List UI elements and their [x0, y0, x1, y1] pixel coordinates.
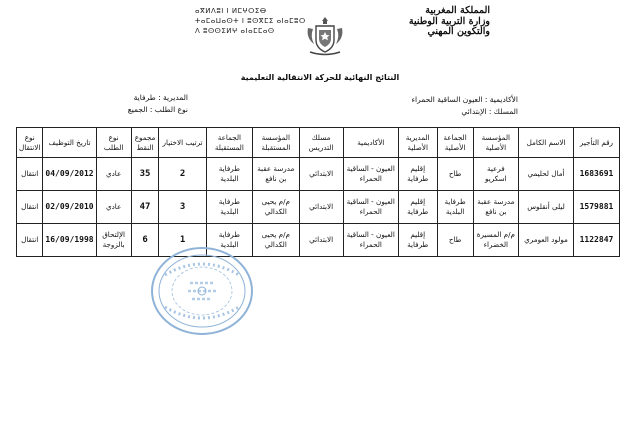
cell-receiving-commune: طرفاية البلدية — [206, 191, 252, 224]
table-row — [17, 158, 620, 191]
royal-emblem-icon — [304, 14, 346, 58]
header-origin-school: المؤسسة الأصلية — [473, 128, 518, 158]
header-receiving-school: المؤسسة المستقبلة — [253, 128, 299, 158]
table-row — [17, 191, 620, 224]
cell-origin-directorate: إقليم طرفاية — [398, 224, 437, 257]
cell-total-points: 6 — [131, 224, 159, 257]
cell-academy: العيون - الساقية الحمراء — [343, 158, 398, 191]
cell-origin-school: فرعية اسكريو — [473, 158, 518, 191]
header-hire-date: تاريخ التوظيف — [43, 128, 96, 158]
cell-transfer-type: انتقال — [17, 224, 43, 257]
header-choice-rank: ترتيب الاختيار — [159, 128, 206, 158]
cell-full-name: مولود العومري — [519, 224, 574, 257]
cell-origin-school: م/م المسيرة الخضراء — [473, 224, 518, 257]
cell-academy: العيون - الساقية الحمراء — [343, 224, 398, 257]
cell-transfer-type: انتقال — [17, 158, 43, 191]
table-header-row — [17, 128, 620, 158]
ministry-line-3: والتكوين المهني — [427, 26, 490, 37]
directorate-label: المديرية : طرفاية — [133, 93, 188, 102]
document-title: النتائج النهائية للحركة الانتقالية التعليمية — [240, 73, 400, 82]
request-type-label: نوع الطلب : الجميع — [127, 105, 188, 114]
tifinagh-line-3: ⴷ ⵓⵙⵙⵉⵍⵖ ⴰⵏⴰⵎⵎⴰⵙ — [195, 27, 275, 35]
header-transfer-type: نوع الانتقال — [17, 128, 43, 158]
cell-origin-directorate: إقليم طرفاية — [398, 158, 437, 191]
cell-transfer-type: انتقال — [17, 191, 43, 224]
header-full-name: الاسم الكامل — [519, 128, 574, 158]
table-row — [17, 224, 620, 257]
official-stamp-icon — [150, 245, 255, 337]
cell-teaching-track: الابتدائي — [299, 224, 343, 257]
cell-salary-number: 1122847 — [573, 224, 619, 257]
cell-receiving-school: م/م يحيى الكدالي — [253, 224, 299, 257]
cell-choice-rank: 1 — [159, 224, 206, 257]
cell-request-type: الإلتحاق بالزوجة — [96, 224, 131, 257]
ministry-header-tifinagh — [195, 6, 315, 36]
header-total-points: مجموع النقط — [131, 128, 159, 158]
cell-teaching-track: الابتدائي — [299, 191, 343, 224]
academy-label: الأكاديمية : العيون الساقية الحمراء — [411, 95, 518, 104]
cell-origin-school: مدرسة عقبة بن نافع — [473, 191, 518, 224]
cell-receiving-school: م/م يحيى الكدالي — [253, 191, 299, 224]
cell-request-type: عادي — [96, 158, 131, 191]
cell-full-name: أمال لحليمي — [519, 158, 574, 191]
cell-hire-date: 16/09/1998 — [43, 224, 96, 257]
ministry-line-1: المملكة المغربية — [425, 5, 490, 16]
cell-salary-number: 1683691 — [573, 158, 619, 191]
cell-choice-rank: 2 — [159, 158, 206, 191]
cell-total-points: 35 — [131, 158, 159, 191]
cell-receiving-commune: طرفاية البلدية — [206, 158, 252, 191]
track-label: المسلك : الإبتدائي — [461, 107, 518, 116]
cell-request-type: عادي — [96, 191, 131, 224]
tifinagh-line-1: ⴰⴳⵍⴷⵓⵏ ⵏ ⵍⵎⵖⵔⵉⴱ — [195, 7, 267, 15]
cell-origin-commune: طاح — [437, 224, 473, 257]
header-receiving-commune: الجماعة المستقبلة — [206, 128, 252, 158]
cell-hire-date: 04/09/2012 — [43, 158, 96, 191]
cell-hire-date: 02/09/2010 — [43, 191, 96, 224]
header-origin-directorate: المديرية الأصلية — [398, 128, 437, 158]
results-table — [16, 127, 620, 257]
header-academy: الأكاديمية — [343, 128, 398, 158]
cell-origin-commune: طرفاية البلدية — [437, 191, 473, 224]
tifinagh-line-2: ⵜⴰⵎⴰⵡⴰⵙⵜ ⵏ ⵓⵙⴳⵎⵉ ⴰⵏⴰⵎⵓⵔ — [195, 17, 306, 25]
cell-salary-number: 1579881 — [573, 191, 619, 224]
cell-choice-rank: 3 — [159, 191, 206, 224]
header-salary-number: رقم التأجير — [573, 128, 619, 158]
cell-total-points: 47 — [131, 191, 159, 224]
header-origin-commune: الجماعة الأصلية — [437, 128, 473, 158]
cell-receiving-commune: طرفاية البلدية — [206, 224, 252, 257]
cell-academy: العيون - الساقية الحمراء — [343, 191, 398, 224]
cell-full-name: ليلى أنقلوس — [519, 191, 574, 224]
cell-teaching-track: الابتدائي — [299, 158, 343, 191]
header-teaching-track: مسلك التدريس — [299, 128, 343, 158]
ministry-line-2: وزارة التربية الوطنية — [408, 15, 490, 27]
header-request-type: نوع الطلب — [96, 128, 131, 158]
cell-origin-directorate: إقليم طرفاية — [398, 191, 437, 224]
cell-origin-commune: طاح — [437, 158, 473, 191]
ministry-header-arabic — [360, 6, 490, 38]
cell-receiving-school: مدرسة عقبة بن نافع — [253, 158, 299, 191]
